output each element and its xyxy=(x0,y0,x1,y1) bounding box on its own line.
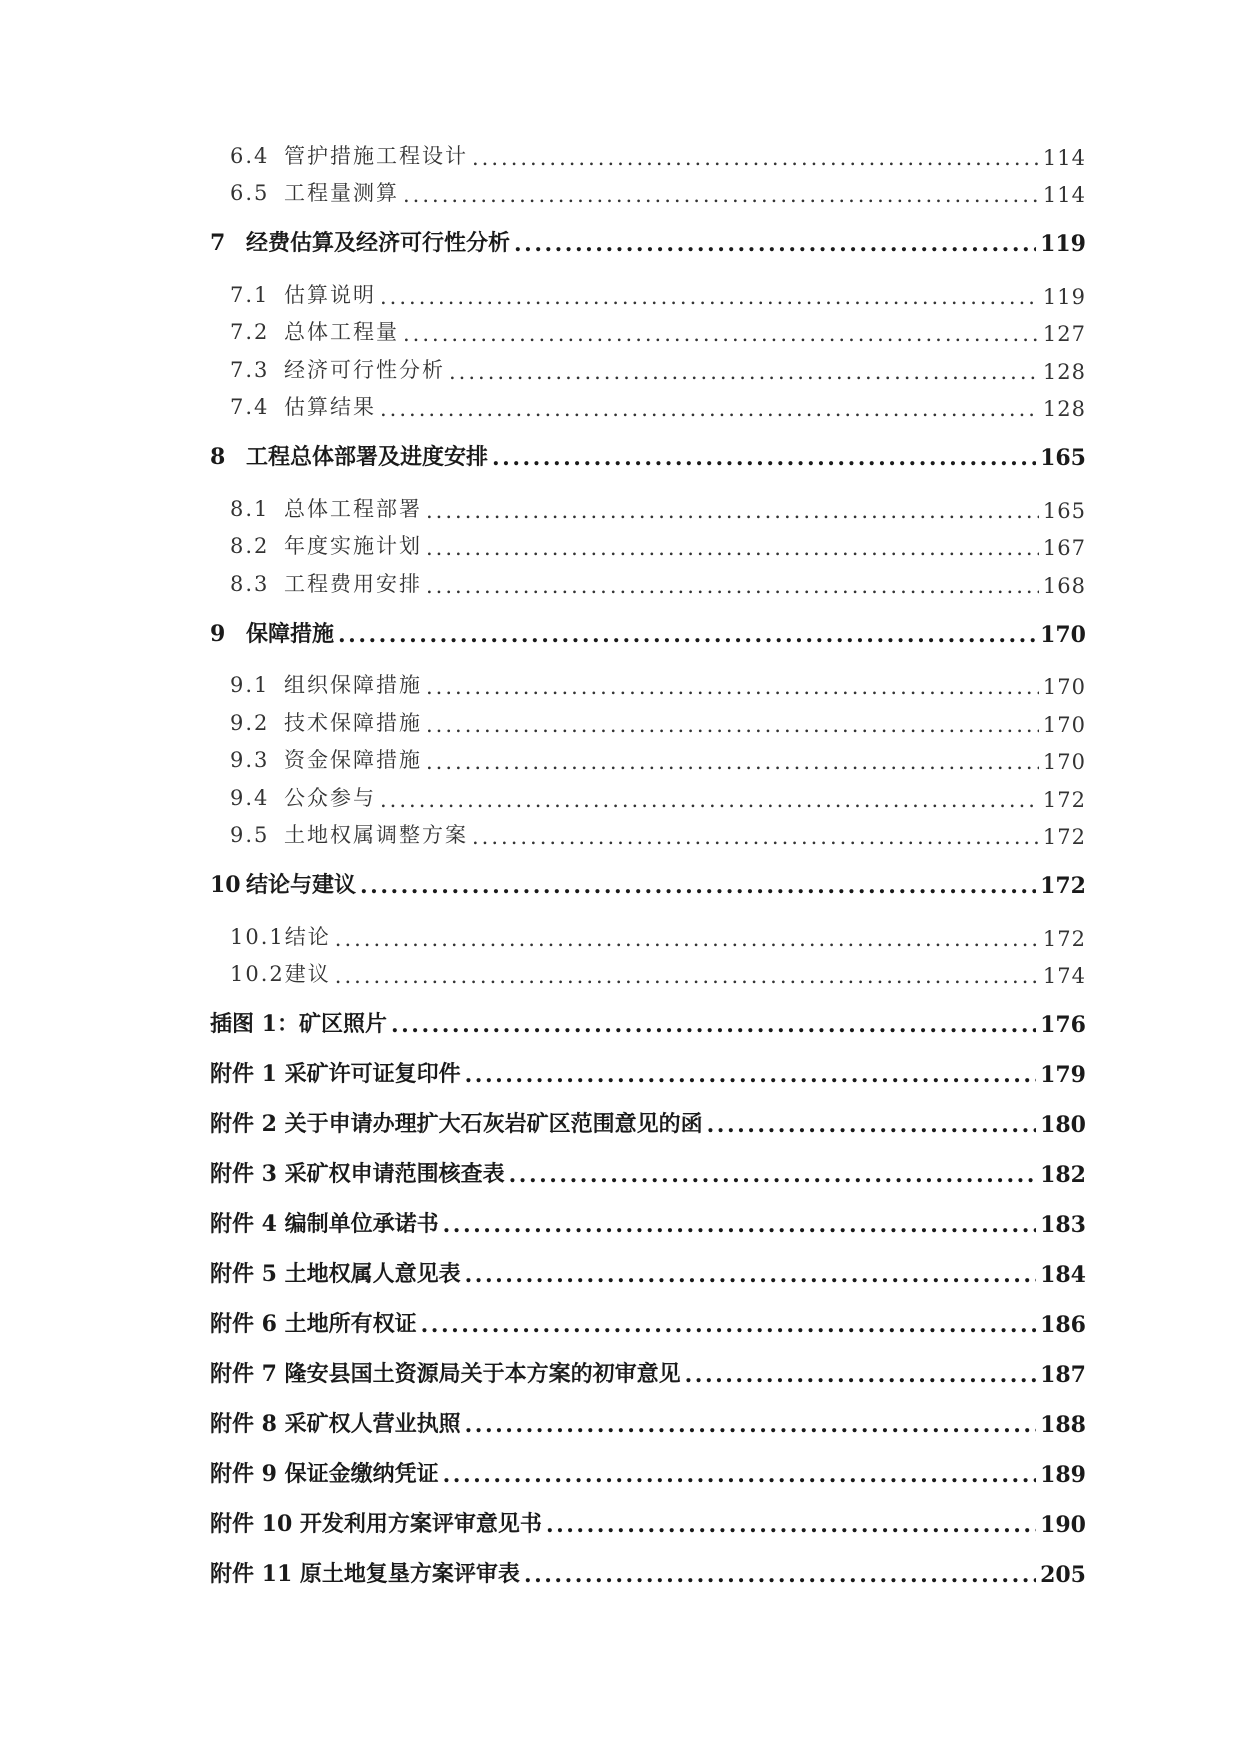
toc-entry-title: 附件 8 采矿权人营业执照 xyxy=(210,1411,461,1437)
toc-entry[interactable] xyxy=(210,523,1086,561)
toc-entry[interactable] xyxy=(210,951,1086,989)
toc-entry[interactable] xyxy=(210,737,1086,775)
toc-entry-title: 工程量测算 xyxy=(284,181,399,205)
toc-entry-number: 6.5 xyxy=(230,181,270,205)
toc-entry-title: 估算说明 xyxy=(284,282,376,307)
toc-entry-title: 经济可行性分析 xyxy=(284,357,445,382)
toc-entry-label xyxy=(230,782,376,812)
toc-entry[interactable] xyxy=(210,1138,1086,1188)
toc-page-number: 114 xyxy=(1042,145,1086,170)
toc-entry[interactable] xyxy=(210,132,1086,170)
toc-dot-leader xyxy=(472,825,1039,849)
toc-entry[interactable] xyxy=(210,1488,1086,1538)
toc-page-number: 165 xyxy=(1042,498,1086,523)
toc-entry-label xyxy=(230,279,376,309)
toc-dot-leader xyxy=(492,445,1036,471)
toc-page-number: 188 xyxy=(1040,1412,1086,1438)
toc-entry-title: 插图 1：矿区照片 xyxy=(210,1011,387,1037)
toc-page-number: 186 xyxy=(1040,1312,1086,1338)
toc-entry-title: 附件 4 编制单位承诺书 xyxy=(210,1211,439,1237)
toc-entry-label xyxy=(230,391,376,421)
toc-dot-leader xyxy=(380,788,1039,812)
toc-entry-title: 附件 6 土地所有权证 xyxy=(210,1311,417,1337)
toc-entry-number: 8.1 xyxy=(230,496,270,521)
toc-entry-number: 10 xyxy=(210,872,241,898)
toc-dot-leader xyxy=(443,1462,1036,1488)
toc-entry-title: 资金保障措施 xyxy=(284,748,422,772)
toc-entry-label xyxy=(230,744,422,774)
toc-entry[interactable] xyxy=(210,309,1086,347)
toc-page-number: 205 xyxy=(1040,1562,1086,1588)
toc-dot-leader xyxy=(465,1062,1036,1088)
toc-page-number: 184 xyxy=(1040,1262,1086,1288)
toc-page-number: 174 xyxy=(1042,964,1086,988)
toc-dot-leader xyxy=(514,231,1036,257)
toc-dot-leader xyxy=(465,1412,1036,1438)
toc-entry[interactable] xyxy=(210,1288,1086,1338)
toc-dot-leader xyxy=(380,397,1039,421)
toc-entry-number: 8.3 xyxy=(230,571,270,596)
toc-entry-title: 公众参与 xyxy=(284,785,376,810)
toc-entry[interactable] xyxy=(210,1338,1086,1388)
toc-entry-label xyxy=(210,1207,439,1238)
toc-entry[interactable] xyxy=(210,812,1086,850)
toc-entry-label xyxy=(210,1057,461,1088)
toc-entry[interactable] xyxy=(210,421,1086,471)
toc-page-number: 187 xyxy=(1040,1362,1086,1388)
toc-entry-label xyxy=(230,354,445,384)
toc-entry[interactable] xyxy=(210,207,1086,257)
toc-entry-number: 7.3 xyxy=(230,357,270,382)
toc-dot-leader xyxy=(524,1562,1036,1588)
toc-entry-number: 9.4 xyxy=(230,785,270,810)
toc-entry-label xyxy=(230,921,331,951)
toc-page-number: 172 xyxy=(1042,926,1086,951)
toc-entry[interactable] xyxy=(210,699,1086,737)
toc-entry-title: 保障措施 xyxy=(246,620,335,647)
toc-dot-leader xyxy=(509,1162,1036,1188)
toc-entry-label xyxy=(210,1307,417,1338)
toc-dot-leader xyxy=(426,499,1039,523)
toc-entry-number: 10.1 xyxy=(230,924,285,949)
toc-entry-label xyxy=(210,1107,703,1138)
toc-entry-number: 9.5 xyxy=(230,823,270,847)
toc-entry-label xyxy=(210,1557,520,1588)
toc-entry-label xyxy=(210,868,356,899)
toc-dot-leader xyxy=(546,1512,1036,1538)
toc-entry-label xyxy=(210,617,334,648)
toc-entry-label xyxy=(210,440,488,471)
toc-entry-title: 年度实施计划 xyxy=(284,534,422,558)
toc-entry-number: 6.4 xyxy=(230,143,270,168)
toc-entry-title: 附件 11 原土地复垦方案评审表 xyxy=(210,1561,520,1587)
toc-entry-title: 附件 7 隆安县国土资源局关于本方案的初审意见 xyxy=(210,1361,681,1387)
toc-entry-title: 附件 1 采矿许可证复印件 xyxy=(210,1061,461,1087)
toc-entry[interactable] xyxy=(210,662,1086,700)
toc-entry-label xyxy=(210,1407,461,1438)
toc-entry[interactable] xyxy=(210,1238,1086,1288)
toc-entry-title: 附件 5 土地权属人意见表 xyxy=(210,1261,461,1287)
toc-dot-leader xyxy=(685,1362,1036,1388)
toc-entry[interactable] xyxy=(210,560,1086,598)
toc-page-number: 172 xyxy=(1042,825,1086,849)
toc-dot-leader xyxy=(449,360,1039,384)
toc-entry-label xyxy=(230,316,399,346)
toc-entry-number: 9.2 xyxy=(230,710,270,735)
toc-page-number: 119 xyxy=(1040,231,1086,257)
toc-page-number: 190 xyxy=(1040,1512,1086,1538)
toc-entry[interactable] xyxy=(210,1038,1086,1088)
toc-entry-title: 总体工程部署 xyxy=(284,496,422,521)
toc-entry-label xyxy=(210,1157,505,1188)
toc-page-number: 172 xyxy=(1040,873,1086,899)
toc-page-number: 183 xyxy=(1040,1212,1086,1238)
toc-page-number: 128 xyxy=(1042,359,1086,384)
toc-dot-leader xyxy=(707,1112,1036,1138)
toc-entry-title: 经费估算及经济可行性分析 xyxy=(246,230,511,256)
toc-page-number: 168 xyxy=(1042,573,1086,598)
toc-entry[interactable] xyxy=(210,1188,1086,1238)
toc-entry-label xyxy=(210,1357,681,1388)
toc-entry[interactable] xyxy=(210,849,1086,899)
toc-entry[interactable] xyxy=(210,988,1086,1038)
toc-entry-title: 建议 xyxy=(284,962,331,986)
toc-page-number: 172 xyxy=(1042,787,1086,812)
toc-entry-title: 工程费用安排 xyxy=(284,571,422,596)
toc-entry-title: 工程总体部署及进度安排 xyxy=(246,444,489,470)
toc-entry[interactable] xyxy=(210,170,1086,208)
toc-page-number: 182 xyxy=(1040,1162,1086,1188)
toc-entry-label xyxy=(230,140,468,170)
toc-dot-leader xyxy=(391,1012,1036,1038)
toc-page-number: 165 xyxy=(1040,445,1086,471)
toc-entry[interactable] xyxy=(210,346,1086,384)
toc-entry-number: 7.2 xyxy=(230,320,270,344)
toc-dot-leader xyxy=(472,146,1039,170)
toc-dot-leader xyxy=(426,750,1039,774)
toc-dot-leader xyxy=(338,622,1036,648)
toc-entry[interactable] xyxy=(210,485,1086,523)
toc-entry[interactable] xyxy=(210,384,1086,422)
toc-entry-title: 结论 xyxy=(284,924,331,949)
toc-page-number: 167 xyxy=(1042,536,1086,560)
toc-page-number: 170 xyxy=(1040,621,1086,648)
toc-entry-label xyxy=(210,226,510,257)
toc-page-number: 170 xyxy=(1042,675,1086,699)
toc-page-number: 170 xyxy=(1042,750,1086,774)
toc-entry-number: 10.2 xyxy=(230,962,285,986)
toc-entry-title: 估算结果 xyxy=(284,395,376,419)
toc-entry[interactable] xyxy=(210,1538,1086,1588)
toc-entry-title: 附件 3 采矿权申请范围核查表 xyxy=(210,1161,505,1187)
toc-entry[interactable] xyxy=(210,1388,1086,1438)
toc-dot-leader xyxy=(443,1212,1036,1238)
toc-dot-leader xyxy=(426,574,1039,598)
table-of-contents xyxy=(210,132,1086,1588)
toc-dot-leader xyxy=(335,927,1039,951)
toc-entry-label xyxy=(210,1007,387,1038)
toc-entry-label xyxy=(230,530,422,560)
toc-dot-leader xyxy=(426,675,1039,699)
toc-page-number: 180 xyxy=(1040,1112,1086,1138)
toc-entry[interactable] xyxy=(210,271,1086,309)
toc-page-number: 176 xyxy=(1040,1012,1086,1038)
toc-dot-leader xyxy=(360,873,1036,899)
toc-entry-title: 组织保障措施 xyxy=(284,673,422,697)
toc-dot-leader xyxy=(421,1312,1036,1338)
toc-entry[interactable] xyxy=(210,913,1086,951)
toc-entry-title: 技术保障措施 xyxy=(284,710,422,735)
toc-page-number: 114 xyxy=(1042,183,1086,207)
toc-entry-label xyxy=(230,177,399,207)
toc-entry-number: 9.3 xyxy=(230,748,270,772)
toc-entry-label xyxy=(230,707,422,737)
toc-entry-number: 7 xyxy=(210,230,226,256)
toc-dot-leader xyxy=(335,964,1039,988)
toc-dot-leader xyxy=(380,285,1039,309)
toc-entry-number: 8 xyxy=(210,444,226,470)
toc-entry-label xyxy=(210,1457,439,1488)
toc-entry-label xyxy=(210,1507,542,1538)
toc-entry-title: 管护措施工程设计 xyxy=(284,143,468,168)
toc-entry-label xyxy=(230,958,331,988)
toc-page-number: 119 xyxy=(1042,284,1086,309)
toc-entry-label xyxy=(210,1257,461,1288)
toc-dot-leader xyxy=(403,183,1039,207)
toc-entry-number: 9 xyxy=(210,620,226,647)
toc-entry[interactable] xyxy=(210,1088,1086,1138)
toc-entry[interactable] xyxy=(210,1438,1086,1488)
toc-entry-number: 8.2 xyxy=(230,534,270,558)
toc-entry-number: 9.1 xyxy=(230,673,270,697)
toc-page-number: 170 xyxy=(1042,712,1086,737)
toc-entry-number: 7.4 xyxy=(230,395,270,419)
toc-entry-label xyxy=(230,493,422,523)
toc-entry-title: 附件 10 开发利用方案评审意见书 xyxy=(210,1511,542,1537)
toc-dot-leader xyxy=(403,322,1039,346)
toc-page-number: 179 xyxy=(1040,1062,1086,1088)
toc-entry-title: 总体工程量 xyxy=(284,320,399,344)
toc-entry[interactable] xyxy=(210,774,1086,812)
toc-dot-leader xyxy=(465,1262,1036,1288)
toc-entry-title: 附件 2 关于申请办理扩大石灰岩矿区范围意见的函 xyxy=(210,1111,703,1137)
toc-entry[interactable] xyxy=(210,598,1086,648)
toc-entry-label xyxy=(230,669,422,699)
toc-entry-number: 7.1 xyxy=(230,282,270,307)
toc-dot-leader xyxy=(426,536,1039,560)
toc-entry-label xyxy=(230,819,468,849)
toc-entry-title: 土地权属调整方案 xyxy=(284,823,468,847)
toc-entry-title: 结论与建议 xyxy=(246,872,357,898)
toc-entry-title: 附件 9 保证金缴纳凭证 xyxy=(210,1461,439,1487)
toc-page-number: 127 xyxy=(1042,322,1086,346)
toc-page-number: 189 xyxy=(1040,1462,1086,1488)
toc-page-number: 128 xyxy=(1042,397,1086,421)
toc-dot-leader xyxy=(426,713,1039,737)
toc-entry-label xyxy=(230,568,422,598)
